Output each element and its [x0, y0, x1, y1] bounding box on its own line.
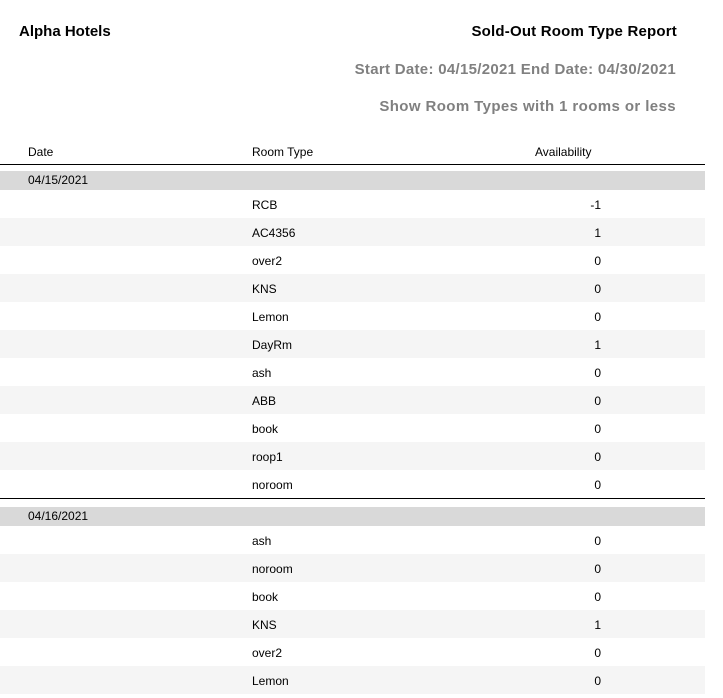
availability-cell: 1 — [594, 226, 601, 240]
availability-cell: 0 — [594, 478, 601, 492]
room-type-cell: ash — [252, 366, 272, 380]
date-group-row — [0, 171, 705, 190]
report-title: Sold-Out Room Type Report — [471, 23, 677, 40]
group-date: 04/16/2021 — [28, 509, 89, 523]
room-type-cell: DayRm — [252, 338, 293, 352]
table-row — [0, 386, 705, 414]
room-type-cell: ash — [252, 534, 272, 548]
table-row — [0, 666, 705, 694]
availability-cell: -1 — [590, 198, 601, 212]
group-gap — [0, 499, 705, 507]
room-type-cell: roop1 — [252, 450, 283, 464]
table-row — [0, 190, 705, 218]
column-header-availability: Availability — [535, 145, 592, 159]
room-type-cell: KNS — [252, 618, 277, 632]
table-row — [0, 526, 705, 554]
table-row — [0, 470, 705, 498]
availability-cell: 0 — [594, 366, 601, 380]
hotel-name: Alpha Hotels — [19, 23, 111, 40]
table-row — [0, 442, 705, 470]
availability-cell: 0 — [594, 590, 601, 604]
room-type-cell: book — [252, 422, 279, 436]
table-header — [0, 140, 705, 165]
availability-cell: 0 — [594, 562, 601, 576]
table-row — [0, 218, 705, 246]
table-row — [0, 610, 705, 638]
room-type-cell: Lemon — [252, 674, 289, 688]
table-row — [0, 638, 705, 666]
column-header-date: Date — [28, 145, 54, 159]
availability-cell: 0 — [594, 422, 601, 436]
room-type-cell: Lemon — [252, 310, 289, 324]
table-row — [0, 330, 705, 358]
availability-cell: 0 — [594, 282, 601, 296]
table-row — [0, 302, 705, 330]
availability-cell: 0 — [594, 254, 601, 268]
room-type-cell: RCB — [252, 198, 278, 212]
room-type-cell: over2 — [252, 646, 283, 660]
room-type-cell: noroom — [252, 562, 293, 576]
availability-cell: 0 — [594, 450, 601, 464]
table-row — [0, 274, 705, 302]
table-row — [0, 582, 705, 610]
availability-cell: 0 — [594, 534, 601, 548]
room-type-cell: KNS — [252, 282, 277, 296]
column-header-room-type: Room Type — [252, 145, 314, 159]
room-type-cell: over2 — [252, 254, 283, 268]
room-type-cell: AC4356 — [252, 226, 296, 240]
report-rows — [0, 171, 705, 694]
room-type-cell: ABB — [252, 394, 277, 408]
table-row — [0, 246, 705, 274]
room-type-cell: book — [252, 590, 279, 604]
availability-cell: 1 — [594, 338, 601, 352]
date-group-row — [0, 507, 705, 526]
table-row — [0, 414, 705, 442]
table-row — [0, 554, 705, 582]
table-row — [0, 358, 705, 386]
availability-cell: 0 — [594, 310, 601, 324]
group-date: 04/15/2021 — [28, 173, 89, 187]
availability-cell: 1 — [594, 618, 601, 632]
room-type-cell: noroom — [252, 478, 293, 492]
availability-cell: 0 — [594, 394, 601, 408]
date-range: Start Date: 04/15/2021 End Date: 04/30/2021 — [354, 61, 676, 78]
availability-cell: 0 — [594, 674, 601, 688]
availability-cell: 0 — [594, 646, 601, 660]
filter-criteria: Show Room Types with 1 rooms or less — [379, 98, 676, 115]
